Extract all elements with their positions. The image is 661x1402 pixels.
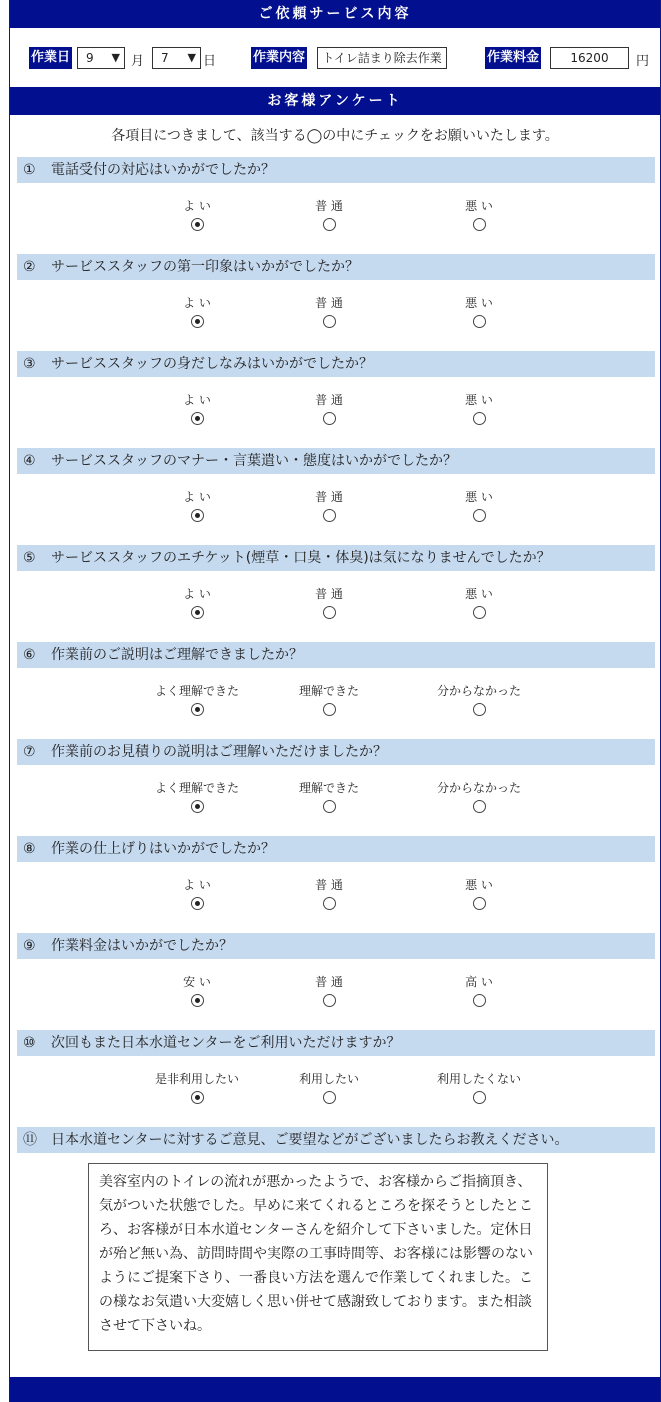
question-number: ⑤ bbox=[23, 550, 36, 566]
survey-instruction: 各項目につきまして、該当する◯の中にチェックをお願いいたします。 bbox=[111, 128, 559, 144]
question-header bbox=[17, 933, 655, 959]
question-header bbox=[17, 739, 655, 765]
option-label: 悪 い bbox=[465, 199, 493, 213]
radio-button[interactable] bbox=[473, 218, 486, 231]
answer-option[interactable] bbox=[127, 1070, 267, 1104]
question-number: ⑦ bbox=[23, 744, 36, 760]
option-label: 悪 い bbox=[465, 587, 493, 601]
question-10 bbox=[17, 1030, 655, 1116]
survey-header: お客様アンケート bbox=[10, 87, 660, 115]
question-text: 作業前のご説明はご理解できましたか？ bbox=[51, 647, 303, 663]
answer-option[interactable] bbox=[127, 197, 267, 231]
work-fee-field[interactable]: 16200 bbox=[550, 47, 629, 69]
question-2 bbox=[17, 254, 655, 340]
answer-options bbox=[17, 765, 655, 825]
radio-button[interactable] bbox=[191, 994, 204, 1007]
option-label: よ い bbox=[183, 490, 211, 504]
service-header: ご依頼サービス内容 bbox=[10, 0, 660, 28]
radio-button[interactable] bbox=[473, 800, 486, 813]
radio-button[interactable] bbox=[473, 1091, 486, 1104]
answer-option[interactable] bbox=[259, 294, 399, 328]
day-select[interactable] bbox=[152, 47, 201, 69]
day-unit: 日 bbox=[203, 54, 217, 69]
work-content-label: 作業内容 bbox=[251, 47, 307, 69]
question-1 bbox=[17, 157, 655, 243]
option-label: よく理解できた bbox=[154, 684, 239, 698]
answer-option[interactable] bbox=[409, 1070, 549, 1104]
radio-button[interactable] bbox=[473, 509, 486, 522]
radio-button[interactable] bbox=[473, 606, 486, 619]
option-label: 普 通 bbox=[315, 878, 343, 892]
question-header bbox=[17, 1127, 655, 1153]
radio-button[interactable] bbox=[191, 315, 204, 328]
answer-option[interactable] bbox=[409, 779, 549, 813]
option-label: 普 通 bbox=[315, 199, 343, 213]
question-header bbox=[17, 836, 655, 862]
answer-options bbox=[17, 183, 655, 243]
work-fee-label: 作業料金 bbox=[485, 47, 541, 69]
answer-option[interactable] bbox=[259, 1070, 399, 1104]
question-text: 日本水道センターに対するご意見、ご要望などがございましたらお教えください。 bbox=[51, 1132, 569, 1148]
question-header bbox=[17, 254, 655, 280]
option-label: よ い bbox=[183, 199, 211, 213]
option-label: 普 通 bbox=[315, 587, 343, 601]
day-value: 7 bbox=[161, 51, 169, 65]
radio-button[interactable] bbox=[323, 994, 336, 1007]
answer-options bbox=[17, 571, 655, 631]
option-label: 普 通 bbox=[315, 490, 343, 504]
answer-option[interactable] bbox=[127, 585, 267, 619]
option-label: 理解できた bbox=[298, 781, 359, 795]
question-header bbox=[17, 157, 655, 183]
question-header bbox=[17, 351, 655, 377]
service-details bbox=[10, 0, 660, 87]
option-label: 是非利用したい bbox=[154, 1072, 239, 1086]
option-label: よ い bbox=[183, 296, 211, 310]
comment-textarea[interactable]: 美容室内のトイレの流れが悪かったようで、お客様からご指摘頂き、気がついた状態でした。早めに来てくれるところを探そうとしたところ、お客様が日本水道センターさんを紹介して下さいました。定休日が殆ど無い為、訪問時間や実際の工事時間等、お客様には影響のないようにご提案下さり、一番良い方法を選んで作業してくれました。この様なお気遣い大変嬉しく思い併せて感謝致しております。また相談させて下さいね。 bbox=[88, 1163, 548, 1351]
chevron-down-icon: ▼ bbox=[111, 51, 120, 64]
option-label: 高 い bbox=[465, 975, 493, 989]
option-label: 普 通 bbox=[315, 975, 343, 989]
radio-button[interactable] bbox=[323, 412, 336, 425]
question-header bbox=[17, 642, 655, 668]
option-label: 利用したくない bbox=[436, 1072, 521, 1086]
answer-option[interactable] bbox=[409, 682, 549, 716]
answer-option[interactable] bbox=[127, 682, 267, 716]
option-label: 悪 い bbox=[465, 393, 493, 407]
option-label: 利用したい bbox=[298, 1072, 359, 1086]
question-11 bbox=[17, 1127, 655, 1153]
question-number: ⑪ bbox=[23, 1132, 37, 1148]
question-header bbox=[17, 448, 655, 474]
answer-option[interactable] bbox=[409, 197, 549, 231]
radio-button[interactable] bbox=[191, 412, 204, 425]
answer-option[interactable] bbox=[409, 391, 549, 425]
question-header bbox=[17, 1030, 655, 1056]
radio-button[interactable] bbox=[323, 218, 336, 231]
answer-option[interactable] bbox=[409, 585, 549, 619]
month-select[interactable] bbox=[77, 47, 125, 69]
radio-button[interactable] bbox=[473, 897, 486, 910]
question-8 bbox=[17, 836, 655, 922]
question-number: ⑩ bbox=[23, 1035, 36, 1051]
question-text: 作業料金はいかがでしたか？ bbox=[51, 938, 233, 954]
option-label: 悪 い bbox=[465, 296, 493, 310]
answer-option[interactable] bbox=[259, 488, 399, 522]
option-label: 悪 い bbox=[465, 878, 493, 892]
radio-button[interactable] bbox=[323, 509, 336, 522]
answer-options bbox=[17, 474, 655, 534]
radio-button[interactable] bbox=[323, 703, 336, 716]
question-text: サービススタッフのマナー・言葉遣い・態度はいかがでしたか？ bbox=[51, 453, 457, 469]
option-label: 理解できた bbox=[298, 684, 359, 698]
answer-option[interactable] bbox=[409, 294, 549, 328]
answer-options bbox=[17, 959, 655, 1019]
radio-button[interactable] bbox=[473, 994, 486, 1007]
answer-option[interactable] bbox=[259, 585, 399, 619]
question-5 bbox=[17, 545, 655, 631]
question-number: ① bbox=[23, 162, 36, 178]
radio-button[interactable] bbox=[191, 218, 204, 231]
answer-option[interactable] bbox=[127, 876, 267, 910]
work-content-field[interactable]: トイレ詰まり除去作業 bbox=[317, 47, 447, 69]
work-date-label: 作業日 bbox=[29, 47, 72, 69]
option-label: よ い bbox=[183, 878, 211, 892]
chevron-down-icon: ▼ bbox=[187, 51, 196, 64]
option-label: 分からなかった bbox=[436, 781, 521, 795]
radio-button[interactable] bbox=[191, 606, 204, 619]
answer-option[interactable] bbox=[127, 391, 267, 425]
option-label: よ い bbox=[183, 393, 211, 407]
question-number: ③ bbox=[23, 356, 36, 372]
question-text: サービススタッフの第一印象はいかがでしたか？ bbox=[51, 259, 359, 275]
option-label: 普 通 bbox=[315, 393, 343, 407]
answer-option[interactable] bbox=[127, 973, 267, 1007]
radio-button[interactable] bbox=[473, 412, 486, 425]
option-label: 分からなかった bbox=[436, 684, 521, 698]
radio-button[interactable] bbox=[191, 509, 204, 522]
question-3 bbox=[17, 351, 655, 437]
answer-options bbox=[17, 1056, 655, 1116]
option-label: よ い bbox=[183, 587, 211, 601]
radio-button[interactable] bbox=[323, 606, 336, 619]
question-text: 電話受付の対応はいかがでしたか？ bbox=[51, 162, 275, 178]
answer-option[interactable] bbox=[259, 197, 399, 231]
answer-option[interactable] bbox=[409, 973, 549, 1007]
question-number: ② bbox=[23, 259, 36, 275]
radio-button[interactable] bbox=[323, 1091, 336, 1104]
radio-button[interactable] bbox=[473, 703, 486, 716]
fee-unit: 円 bbox=[636, 54, 650, 69]
answer-option[interactable] bbox=[259, 391, 399, 425]
question-number: ⑥ bbox=[23, 647, 36, 663]
radio-button[interactable] bbox=[473, 315, 486, 328]
form-frame bbox=[9, 0, 661, 1402]
question-4 bbox=[17, 448, 655, 534]
month-unit: 月 bbox=[131, 54, 145, 69]
answer-option[interactable] bbox=[259, 779, 399, 813]
radio-button[interactable] bbox=[191, 1091, 204, 1104]
answer-option[interactable] bbox=[259, 682, 399, 716]
question-7 bbox=[17, 739, 655, 825]
question-number: ④ bbox=[23, 453, 36, 469]
question-text: 次回もまた日本水道センターをご利用いただけますか？ bbox=[51, 1035, 401, 1051]
radio-button[interactable] bbox=[191, 800, 204, 813]
footer-bar bbox=[10, 1377, 660, 1402]
answer-options bbox=[17, 377, 655, 437]
answer-option[interactable] bbox=[127, 294, 267, 328]
answer-option[interactable] bbox=[409, 876, 549, 910]
answer-options bbox=[17, 862, 655, 922]
option-label: 普 通 bbox=[315, 296, 343, 310]
answer-option[interactable] bbox=[127, 779, 267, 813]
option-label: よく理解できた bbox=[154, 781, 239, 795]
answer-option[interactable] bbox=[127, 488, 267, 522]
radio-button[interactable] bbox=[191, 897, 204, 910]
question-text: 作業の仕上げりはいかがでしたか？ bbox=[51, 841, 275, 857]
answer-options bbox=[17, 280, 655, 340]
question-text: サービススタッフのエチケット(煙草・口臭・体臭)は気になりませんでしたか？ bbox=[51, 550, 551, 566]
radio-button[interactable] bbox=[191, 703, 204, 716]
radio-button[interactable] bbox=[323, 315, 336, 328]
answer-option[interactable] bbox=[259, 876, 399, 910]
answer-option[interactable] bbox=[259, 973, 399, 1007]
answer-options bbox=[17, 668, 655, 728]
question-6 bbox=[17, 642, 655, 728]
answer-option[interactable] bbox=[409, 488, 549, 522]
option-label: 安 い bbox=[183, 975, 211, 989]
question-number: ⑧ bbox=[23, 841, 36, 857]
question-9 bbox=[17, 933, 655, 1019]
question-number: ⑨ bbox=[23, 938, 36, 954]
radio-button[interactable] bbox=[323, 800, 336, 813]
month-value: 9 bbox=[86, 51, 94, 65]
option-label: 悪 い bbox=[465, 490, 493, 504]
radio-button[interactable] bbox=[323, 897, 336, 910]
question-text: サービススタッフの身だしなみはいかがでしたか？ bbox=[51, 356, 373, 372]
question-header bbox=[17, 545, 655, 571]
question-text: 作業前のお見積りの説明はご理解いただけましたか？ bbox=[51, 744, 387, 760]
